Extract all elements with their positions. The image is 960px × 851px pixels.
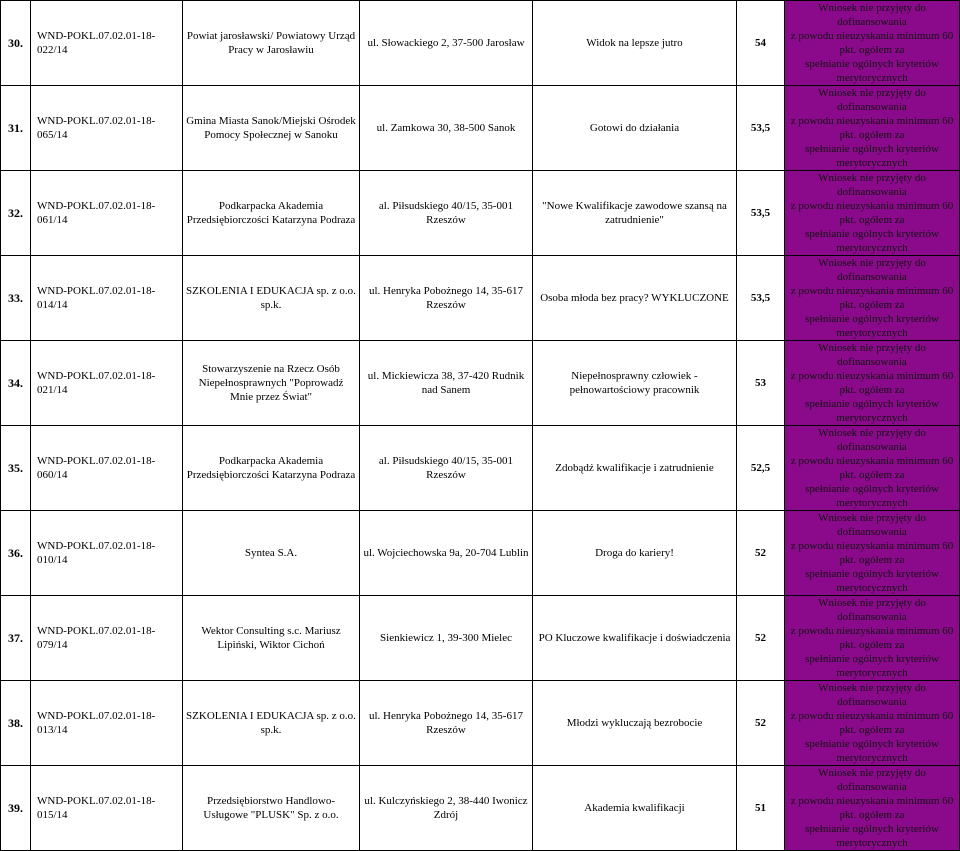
application-number: WND-POKL.07.02.01-18-060/14 [31, 426, 183, 511]
row-number: 39. [1, 766, 31, 851]
row-number: 38. [1, 681, 31, 766]
application-number: WND-POKL.07.02.01-18-022/14 [31, 1, 183, 86]
table-row [1, 596, 960, 681]
row-number: 35. [1, 426, 31, 511]
status-line: Wniosek nie przyjęty do dofinansowania [818, 427, 926, 453]
application-number: WND-POKL.07.02.01-18-065/14 [31, 86, 183, 171]
status-line: z powodu nieuzyskania minimum 60 pkt. ogółem za [790, 795, 954, 821]
applicant-name: SZKOLENIA I EDUKACJA sp. z o.o. sp.k. [183, 681, 360, 766]
status-line: z powodu nieuzyskania minimum 60 pkt. ogółem za [790, 370, 954, 396]
table-row [1, 86, 960, 171]
status-line: Wniosek nie przyjęty do dofinansowania [818, 767, 926, 793]
row-number: 34. [1, 341, 31, 426]
status-line: spełnianie ogólnych kryteriów merytorycznych [805, 653, 939, 679]
status-cell [785, 426, 960, 511]
status-line: Wniosek nie przyjęty do dofinansowania [818, 257, 926, 283]
score: 52 [737, 596, 785, 681]
project-title: Zdobądź kwalifikacje i zatrudnienie [533, 426, 737, 511]
project-title: Droga do kariery! [533, 511, 737, 596]
project-title: PO Kluczowe kwalifikacje i doświadczenia [533, 596, 737, 681]
table-row [1, 681, 960, 766]
status-line: Wniosek nie przyjęty do dofinansowania [818, 342, 926, 368]
table-body [1, 1, 960, 851]
status-line: spełnianie ogólnych kryteriów merytorycznych [805, 568, 939, 594]
status-line: z powodu nieuzyskania minimum 60 pkt. ogółem za [790, 540, 954, 566]
row-number: 30. [1, 1, 31, 86]
table-row [1, 766, 960, 851]
applicant-name: Syntea S.A. [183, 511, 360, 596]
status-line: Wniosek nie przyjęty do dofinansowania [818, 2, 926, 28]
status-cell [785, 681, 960, 766]
score: 51 [737, 766, 785, 851]
status-line: z powodu nieuzyskania minimum 60 pkt. ogółem za [790, 30, 954, 56]
status-cell [785, 341, 960, 426]
status-line: spełnianie ogólnych kryteriów merytorycznych [805, 313, 939, 339]
applicant-address: ul. Henryka Pobożnego 14, 35-617 Rzeszów [360, 681, 533, 766]
score: 53,5 [737, 256, 785, 341]
status-line: Wniosek nie przyjęty do dofinansowania [818, 172, 926, 198]
project-title: Osoba młoda bez pracy? WYKLUCZONE [533, 256, 737, 341]
row-number: 33. [1, 256, 31, 341]
applicant-name: Wektor Consulting s.c. Mariusz Lipiński, Wiktor Cichoń [183, 596, 360, 681]
application-number: WND-POKL.07.02.01-18-013/14 [31, 681, 183, 766]
application-number: WND-POKL.07.02.01-18-021/14 [31, 341, 183, 426]
status-cell [785, 1, 960, 86]
table-row [1, 171, 960, 256]
applicant-name: Podkarpacka Akademia Przedsiębiorczości Katarzyna Podraza [183, 171, 360, 256]
project-title: Akademia kwalifikacji [533, 766, 737, 851]
status-line: spełnianie ogólnych kryteriów merytorycznych [805, 143, 939, 169]
project-title: Gotowi do działania [533, 86, 737, 171]
application-number: WND-POKL.07.02.01-18-015/14 [31, 766, 183, 851]
table-row [1, 341, 960, 426]
applicant-address: al. Piłsudskiego 40/15, 35-001 Rzeszów [360, 426, 533, 511]
project-title: Niepełnosprawny człowiek - pełnowartościowy pracownik [533, 341, 737, 426]
status-line: spełnianie ogólnych kryteriów merytorycznych [805, 398, 939, 424]
applicant-name: Przedsiębiorstwo Handlowo-Usługowe "PLUSK" Sp. z o.o. [183, 766, 360, 851]
row-number: 32. [1, 171, 31, 256]
applicant-address: ul. Mickiewicza 38, 37-420 Rudnik nad Sanem [360, 341, 533, 426]
status-cell [785, 256, 960, 341]
applicant-address: al. Piłsudskiego 40/15, 35-001 Rzeszów [360, 171, 533, 256]
row-number: 37. [1, 596, 31, 681]
row-number: 36. [1, 511, 31, 596]
score: 52 [737, 681, 785, 766]
applicant-address: Sienkiewicz 1, 39-300 Mielec [360, 596, 533, 681]
status-line: Wniosek nie przyjęty do dofinansowania [818, 682, 926, 708]
project-title: Młodzi wykluczają bezrobocie [533, 681, 737, 766]
table-row [1, 1, 960, 86]
applicant-address: ul. Kulczyńskiego 2, 38-440 Iwonicz Zdrój [360, 766, 533, 851]
status-line: Wniosek nie przyjęty do dofinansowania [818, 87, 926, 113]
applicant-name: Podkarpacka Akademia Przedsiębiorczości Katarzyna Podraza [183, 426, 360, 511]
score: 53 [737, 341, 785, 426]
table-row [1, 256, 960, 341]
applicant-name: SZKOLENIA I EDUKACJA sp. z o.o. sp.k. [183, 256, 360, 341]
status-cell [785, 766, 960, 851]
applicant-name: Powiat jarosławski/ Powiatowy Urząd Pracy w Jarosławiu [183, 1, 360, 86]
application-number: WND-POKL.07.02.01-18-061/14 [31, 171, 183, 256]
score: 54 [737, 1, 785, 86]
applicant-address: ul. Henryka Pobożnego 14, 35-617 Rzeszów [360, 256, 533, 341]
applicant-address: ul. Słowackiego 2, 37-500 Jarosław [360, 1, 533, 86]
application-number: WND-POKL.07.02.01-18-014/14 [31, 256, 183, 341]
application-number: WND-POKL.07.02.01-18-079/14 [31, 596, 183, 681]
status-cell [785, 86, 960, 171]
score: 52 [737, 511, 785, 596]
status-line: z powodu nieuzyskania minimum 60 pkt. ogółem za [790, 455, 954, 481]
project-title: Widok na lepsze jutro [533, 1, 737, 86]
status-line: Wniosek nie przyjęty do dofinansowania [818, 512, 926, 538]
applicant-address: ul. Zamkowa 30, 38-500 Sanok [360, 86, 533, 171]
status-line: z powodu nieuzyskania minimum 60 pkt. ogółem za [790, 285, 954, 311]
status-line: z powodu nieuzyskania minimum 60 pkt. ogółem za [790, 115, 954, 141]
status-line: z powodu nieuzyskania minimum 60 pkt. ogółem za [790, 200, 954, 226]
project-title: "Nowe Kwalifikacje zawodowe szansą na zatrudnienie" [533, 171, 737, 256]
table-row [1, 426, 960, 511]
status-cell [785, 171, 960, 256]
status-line: z powodu nieuzyskania minimum 60 pkt. ogółem za [790, 710, 954, 736]
applicant-name: Gmina Miasta Sanok/Miejski Ośrodek Pomocy Społecznej w Sanoku [183, 86, 360, 171]
status-line: spełnianie ogólnych kryteriów merytorycznych [805, 823, 939, 849]
status-line: spełnianie ogólnych kryteriów merytorycznych [805, 228, 939, 254]
status-line: spełnianie ogólnych kryteriów merytorycznych [805, 483, 939, 509]
application-number: WND-POKL.07.02.01-18-010/14 [31, 511, 183, 596]
row-number: 31. [1, 86, 31, 171]
score: 53,5 [737, 171, 785, 256]
status-line: spełnianie ogólnych kryteriów merytorycznych [805, 58, 939, 84]
applicant-name: Stowarzyszenie na Rzecz Osób Niepełnosprawnych "Poprowadź Mnie przez Świat" [183, 341, 360, 426]
score: 53,5 [737, 86, 785, 171]
score: 52,5 [737, 426, 785, 511]
status-cell [785, 596, 960, 681]
status-line: spełnianie ogólnych kryteriów merytorycznych [805, 738, 939, 764]
status-line: Wniosek nie przyjęty do dofinansowania [818, 597, 926, 623]
applicant-address: ul. Wojciechowska 9a, 20-704 Lublin [360, 511, 533, 596]
status-line: z powodu nieuzyskania minimum 60 pkt. ogółem za [790, 625, 954, 651]
